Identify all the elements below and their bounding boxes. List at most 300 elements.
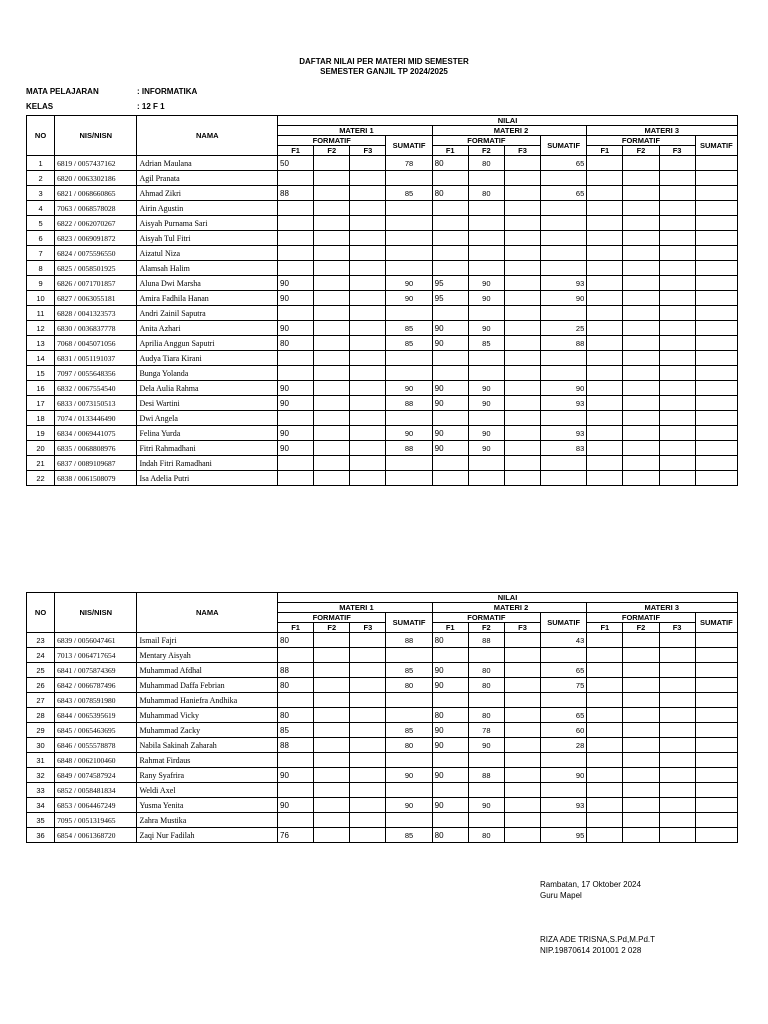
student-nis: 6824 / 0075596550	[55, 246, 137, 261]
grade-m2-f2	[468, 753, 504, 768]
grade-m3-f3	[659, 441, 695, 456]
grade-m3-f3	[659, 291, 695, 306]
grade-m3-f1	[587, 246, 623, 261]
grade-m3-f2	[623, 291, 659, 306]
grade-m2-f3	[504, 396, 540, 411]
grade-m2-f2: 90	[468, 426, 504, 441]
table-row	[27, 336, 738, 351]
grade-m2-f3	[504, 366, 540, 381]
col-header-f3-2: F3	[504, 623, 540, 633]
grade-m2-f3	[504, 171, 540, 186]
grade-m1-f3	[350, 738, 386, 753]
grade-m3-f1	[587, 216, 623, 231]
grade-m3-sumatif	[695, 366, 737, 381]
grade-m1-f3	[350, 708, 386, 723]
grade-m1-f1	[278, 693, 314, 708]
student-no: 3	[27, 186, 55, 201]
student-name: Nabila Sakinah Zaharah	[137, 738, 278, 753]
table-row	[27, 396, 738, 411]
grade-m3-f1	[587, 291, 623, 306]
grade-m2-f2	[468, 456, 504, 471]
grade-m1-sumatif	[386, 456, 432, 471]
grade-m2-f3	[504, 351, 540, 366]
grade-m2-sumatif: 93	[541, 396, 587, 411]
student-no: 28	[27, 708, 55, 723]
student-nis: 7074 / 0133446490	[55, 411, 137, 426]
grade-m2-sumatif	[541, 456, 587, 471]
grade-m3-f1	[587, 798, 623, 813]
student-no: 15	[27, 366, 55, 381]
grade-m1-sumatif	[386, 246, 432, 261]
student-name: Rany Syafrira	[137, 768, 278, 783]
grade-m3-f2	[623, 441, 659, 456]
grade-m1-f1: 76	[278, 828, 314, 843]
grade-m2-f3	[504, 306, 540, 321]
subject-value: : INFORMATIKA	[137, 87, 198, 96]
grade-m3-f3	[659, 693, 695, 708]
grade-m2-f3	[504, 441, 540, 456]
grade-m3-sumatif	[695, 708, 737, 723]
col-header-sumatif-1: SUMATIF	[386, 136, 432, 156]
grade-m3-f2	[623, 231, 659, 246]
grade-m3-f1	[587, 471, 623, 486]
grade-m1-f2	[314, 381, 350, 396]
grade-m1-f3	[350, 306, 386, 321]
subject-label: MATA PELAJARAN	[26, 87, 99, 96]
col-header-no: NO	[27, 593, 55, 633]
grade-m1-sumatif: 85	[386, 186, 432, 201]
grade-m1-f3	[350, 678, 386, 693]
grade-m2-sumatif	[541, 366, 587, 381]
grade-m1-sumatif	[386, 753, 432, 768]
grade-m3-sumatif	[695, 351, 737, 366]
grade-m1-f1	[278, 456, 314, 471]
grade-m1-sumatif	[386, 351, 432, 366]
grade-m3-f2	[623, 828, 659, 843]
grade-m3-f2	[623, 753, 659, 768]
grade-m3-f1	[587, 411, 623, 426]
grade-m2-f2	[468, 813, 504, 828]
grade-m2-f2	[468, 201, 504, 216]
col-header-f2-3: F2	[623, 146, 659, 156]
student-no: 1	[27, 156, 55, 171]
grade-m1-f3	[350, 783, 386, 798]
grade-m3-f1	[587, 336, 623, 351]
grade-m1-f2	[314, 231, 350, 246]
grade-m2-f1: 90	[432, 768, 468, 783]
grade-m2-sumatif: 43	[541, 633, 587, 648]
grade-m1-f2	[314, 693, 350, 708]
grade-m1-f2	[314, 351, 350, 366]
grade-m2-f1: 80	[432, 633, 468, 648]
grade-m3-f3	[659, 216, 695, 231]
student-no: 2	[27, 171, 55, 186]
grade-m3-sumatif	[695, 783, 737, 798]
grade-m1-f2	[314, 633, 350, 648]
grade-m1-f3	[350, 291, 386, 306]
grade-m1-f1	[278, 231, 314, 246]
grade-m3-f1	[587, 276, 623, 291]
grade-m3-f2	[623, 321, 659, 336]
grade-m1-f3	[350, 216, 386, 231]
grade-m2-f3	[504, 708, 540, 723]
grade-m2-f1: 90	[432, 396, 468, 411]
grade-m3-sumatif	[695, 693, 737, 708]
class-label: KELAS	[26, 102, 54, 111]
student-no: 17	[27, 396, 55, 411]
student-nis: 6853 / 0064467249	[55, 798, 137, 813]
signature-place-date: Rambatan, 17 Oktober 2024	[540, 880, 641, 889]
grade-m2-f2	[468, 171, 504, 186]
grade-m3-f1	[587, 171, 623, 186]
grade-m2-sumatif: 28	[541, 738, 587, 753]
grade-m1-sumatif	[386, 261, 432, 276]
grade-m1-f2	[314, 336, 350, 351]
grade-m3-f3	[659, 798, 695, 813]
grade-m1-f3	[350, 381, 386, 396]
grade-m1-f2	[314, 798, 350, 813]
grade-m1-f3	[350, 693, 386, 708]
student-name: Rahmat Firdaus	[137, 753, 278, 768]
grade-m3-f1	[587, 753, 623, 768]
grade-m3-f1	[587, 768, 623, 783]
col-header-formatif-2: FORMATIF	[432, 613, 540, 623]
grade-m1-sumatif: 78	[386, 156, 432, 171]
grade-m1-sumatif	[386, 708, 432, 723]
grade-m2-f1: 95	[432, 291, 468, 306]
student-name: Agil Pranata	[137, 171, 278, 186]
grade-m3-f1	[587, 813, 623, 828]
grade-m1-sumatif: 90	[386, 798, 432, 813]
grade-m2-f2: 88	[468, 633, 504, 648]
student-nis: 7068 / 0045071056	[55, 336, 137, 351]
student-no: 30	[27, 738, 55, 753]
student-no: 18	[27, 411, 55, 426]
grade-m2-sumatif: 90	[541, 381, 587, 396]
grade-m3-f1	[587, 693, 623, 708]
grade-m1-f1	[278, 351, 314, 366]
student-name: Andri Zainil Saputra	[137, 306, 278, 321]
grade-m3-f2	[623, 336, 659, 351]
grade-m3-f3	[659, 351, 695, 366]
grade-m3-sumatif	[695, 426, 737, 441]
grade-m1-f1	[278, 813, 314, 828]
student-name: Muhammad Haniefra Andhika	[137, 693, 278, 708]
grade-m1-f1: 80	[278, 678, 314, 693]
student-name: Ismail Fajri	[137, 633, 278, 648]
table-row	[27, 291, 738, 306]
grade-m1-f2	[314, 738, 350, 753]
student-nis: 6845 / 0065463695	[55, 723, 137, 738]
student-name: Muhammad Vicky	[137, 708, 278, 723]
grade-m3-sumatif	[695, 633, 737, 648]
grade-m3-f2	[623, 261, 659, 276]
student-name: Bunga Yolanda	[137, 366, 278, 381]
grade-m3-f2	[623, 456, 659, 471]
grade-m2-f2: 90	[468, 738, 504, 753]
grade-m1-sumatif: 88	[386, 633, 432, 648]
col-header-sumatif-3: SUMATIF	[695, 613, 737, 633]
student-nis: 6854 / 0061368720	[55, 828, 137, 843]
grade-m1-f3	[350, 648, 386, 663]
student-nis: 6832 / 0067554540	[55, 381, 137, 396]
grade-m2-sumatif	[541, 648, 587, 663]
student-no: 13	[27, 336, 55, 351]
grade-m1-f1: 80	[278, 633, 314, 648]
grade-m3-sumatif	[695, 261, 737, 276]
grade-m3-sumatif	[695, 813, 737, 828]
col-header-f2-2: F2	[468, 623, 504, 633]
grade-m2-f1	[432, 351, 468, 366]
grade-m2-f3	[504, 336, 540, 351]
grade-m1-f1: 90	[278, 381, 314, 396]
grade-m1-f3	[350, 456, 386, 471]
grade-m1-f3	[350, 723, 386, 738]
student-name: Weldi Axel	[137, 783, 278, 798]
grade-m1-sumatif: 80	[386, 678, 432, 693]
grade-m1-f1: 90	[278, 798, 314, 813]
grade-m3-f2	[623, 723, 659, 738]
grade-m1-f2	[314, 723, 350, 738]
grade-m3-f2	[623, 411, 659, 426]
grade-m2-f1: 80	[432, 828, 468, 843]
grade-m2-sumatif: 60	[541, 723, 587, 738]
student-no: 14	[27, 351, 55, 366]
table-row	[27, 768, 738, 783]
grade-m1-f1	[278, 366, 314, 381]
grade-m1-sumatif: 85	[386, 663, 432, 678]
student-name: Aluna Dwi Marsha	[137, 276, 278, 291]
table-row	[27, 186, 738, 201]
grade-m3-f3	[659, 171, 695, 186]
grade-m3-sumatif	[695, 186, 737, 201]
grade-m2-f3	[504, 783, 540, 798]
student-name: Adrian Maulana	[137, 156, 278, 171]
grade-m1-f1	[278, 201, 314, 216]
grade-m2-f2: 80	[468, 708, 504, 723]
grades-table-2	[26, 592, 738, 843]
grade-m2-f2: 85	[468, 336, 504, 351]
student-no: 11	[27, 306, 55, 321]
grade-m2-f2: 90	[468, 381, 504, 396]
student-no: 35	[27, 813, 55, 828]
table-row	[27, 471, 738, 486]
student-nis: 7063 / 0068578028	[55, 201, 137, 216]
grade-m1-f1	[278, 783, 314, 798]
grade-m3-sumatif	[695, 678, 737, 693]
student-no: 22	[27, 471, 55, 486]
grade-m1-f3	[350, 351, 386, 366]
grade-m3-f1	[587, 708, 623, 723]
table-row	[27, 633, 738, 648]
student-nis: 7095 / 0051319465	[55, 813, 137, 828]
student-nis: 6823 / 0069091872	[55, 231, 137, 246]
grade-m2-sumatif	[541, 201, 587, 216]
grade-m1-f1	[278, 471, 314, 486]
student-name: Zahra Mustika	[137, 813, 278, 828]
grade-m1-sumatif: 90	[386, 381, 432, 396]
grade-m2-sumatif: 65	[541, 156, 587, 171]
grade-m3-f3	[659, 633, 695, 648]
grade-m3-f3	[659, 753, 695, 768]
student-name: Isa Adelia Putri	[137, 471, 278, 486]
grade-m2-sumatif: 65	[541, 708, 587, 723]
grade-m1-f1: 88	[278, 738, 314, 753]
grade-m1-sumatif	[386, 783, 432, 798]
grade-m3-sumatif	[695, 216, 737, 231]
grade-m2-f2	[468, 411, 504, 426]
grade-m1-f3	[350, 261, 386, 276]
grade-m2-sumatif: 65	[541, 663, 587, 678]
student-no: 4	[27, 201, 55, 216]
grade-m1-f2	[314, 306, 350, 321]
student-nis: 6843 / 0078591980	[55, 693, 137, 708]
student-nis: 6852 / 0058481834	[55, 783, 137, 798]
signature-role: Guru Mapel	[540, 891, 582, 900]
grade-m3-sumatif	[695, 396, 737, 411]
grade-m2-sumatif	[541, 216, 587, 231]
grade-m1-sumatif	[386, 411, 432, 426]
grade-m1-f2	[314, 456, 350, 471]
grade-m2-sumatif	[541, 306, 587, 321]
grade-m2-f1	[432, 201, 468, 216]
student-nis: 6838 / 0061508079	[55, 471, 137, 486]
grade-m1-f3	[350, 321, 386, 336]
col-header-materi2: MATERI 2	[432, 603, 587, 613]
grade-m2-f2	[468, 366, 504, 381]
grade-m3-sumatif	[695, 201, 737, 216]
grade-m3-f2	[623, 708, 659, 723]
grade-m1-sumatif	[386, 471, 432, 486]
grade-m2-f1	[432, 813, 468, 828]
grade-m2-f1	[432, 456, 468, 471]
grade-m3-f3	[659, 246, 695, 261]
grade-m3-f2	[623, 276, 659, 291]
grade-m3-f3	[659, 768, 695, 783]
grade-m3-f3	[659, 678, 695, 693]
grade-m3-f2	[623, 246, 659, 261]
grade-m1-sumatif: 90	[386, 291, 432, 306]
grade-m1-f2	[314, 216, 350, 231]
grade-m2-f2: 78	[468, 723, 504, 738]
grade-m2-f1	[432, 231, 468, 246]
grade-m1-f1: 90	[278, 291, 314, 306]
grade-m2-f2	[468, 648, 504, 663]
student-name: Alamsah Halim	[137, 261, 278, 276]
grade-m3-sumatif	[695, 663, 737, 678]
student-nis: 6821 / 0068660865	[55, 186, 137, 201]
grade-m1-f2	[314, 441, 350, 456]
table-row	[27, 246, 738, 261]
col-header-materi2: MATERI 2	[432, 126, 587, 136]
grade-m2-f2: 90	[468, 321, 504, 336]
grade-m3-f2	[623, 648, 659, 663]
grade-m2-f1: 90	[432, 738, 468, 753]
grade-m1-f1: 90	[278, 276, 314, 291]
grade-m1-f2	[314, 768, 350, 783]
table-row	[27, 156, 738, 171]
grade-m1-f3	[350, 471, 386, 486]
grade-m1-f1: 50	[278, 156, 314, 171]
grade-m2-f2	[468, 231, 504, 246]
table-row	[27, 261, 738, 276]
grade-m2-sumatif	[541, 411, 587, 426]
table-row	[27, 753, 738, 768]
student-nis: 7013 / 0064717654	[55, 648, 137, 663]
grade-m1-f3	[350, 366, 386, 381]
grade-m2-f3	[504, 798, 540, 813]
grade-m2-sumatif	[541, 753, 587, 768]
grade-m1-sumatif	[386, 648, 432, 663]
student-no: 29	[27, 723, 55, 738]
grade-m1-f2	[314, 396, 350, 411]
student-nis: 6833 / 0073150513	[55, 396, 137, 411]
document-subtitle: SEMESTER GANJIL TP 2024/2025	[320, 67, 448, 76]
grade-m2-f3	[504, 231, 540, 246]
grade-m3-f2	[623, 186, 659, 201]
grade-m3-sumatif	[695, 471, 737, 486]
table-row	[27, 321, 738, 336]
grade-m2-f3	[504, 828, 540, 843]
grade-m2-f3	[504, 321, 540, 336]
grade-m2-f2	[468, 216, 504, 231]
grade-m2-sumatif	[541, 783, 587, 798]
col-header-formatif-1: FORMATIF	[278, 613, 386, 623]
grade-m1-f3	[350, 828, 386, 843]
grade-m2-f3	[504, 201, 540, 216]
grade-m3-f1	[587, 351, 623, 366]
table-row	[27, 441, 738, 456]
student-name: Mentary Aisyah	[137, 648, 278, 663]
grade-m2-sumatif: 90	[541, 291, 587, 306]
grade-m3-f2	[623, 351, 659, 366]
student-name: Muhammad Afdhal	[137, 663, 278, 678]
grade-m3-f1	[587, 633, 623, 648]
student-name: Yusma Yenita	[137, 798, 278, 813]
grade-m2-f2: 90	[468, 441, 504, 456]
grade-m1-f2	[314, 156, 350, 171]
grade-m3-sumatif	[695, 798, 737, 813]
grade-m1-f1: 90	[278, 768, 314, 783]
grade-m1-f1	[278, 171, 314, 186]
grade-m3-sumatif	[695, 768, 737, 783]
grade-m3-f1	[587, 306, 623, 321]
table-row	[27, 276, 738, 291]
student-name: Dela Aulia Rahma	[137, 381, 278, 396]
col-header-formatif-3: FORMATIF	[587, 613, 695, 623]
grade-m3-f3	[659, 471, 695, 486]
grade-m3-f2	[623, 738, 659, 753]
grade-m3-f3	[659, 186, 695, 201]
student-no: 32	[27, 768, 55, 783]
grade-m1-f1: 88	[278, 663, 314, 678]
grade-m2-f3	[504, 693, 540, 708]
table-row	[27, 783, 738, 798]
grade-m1-f1: 88	[278, 186, 314, 201]
grade-m2-f3	[504, 291, 540, 306]
student-nis: 7097 / 0055648356	[55, 366, 137, 381]
grade-m2-sumatif: 93	[541, 798, 587, 813]
grade-m1-f1	[278, 648, 314, 663]
grade-m2-sumatif: 88	[541, 336, 587, 351]
table-row	[27, 411, 738, 426]
student-nis: 6831 / 0051191037	[55, 351, 137, 366]
grade-m1-sumatif: 90	[386, 768, 432, 783]
grade-m1-sumatif: 88	[386, 441, 432, 456]
grade-m2-f1	[432, 261, 468, 276]
grade-m3-f1	[587, 186, 623, 201]
student-nis: 6828 / 0041323573	[55, 306, 137, 321]
